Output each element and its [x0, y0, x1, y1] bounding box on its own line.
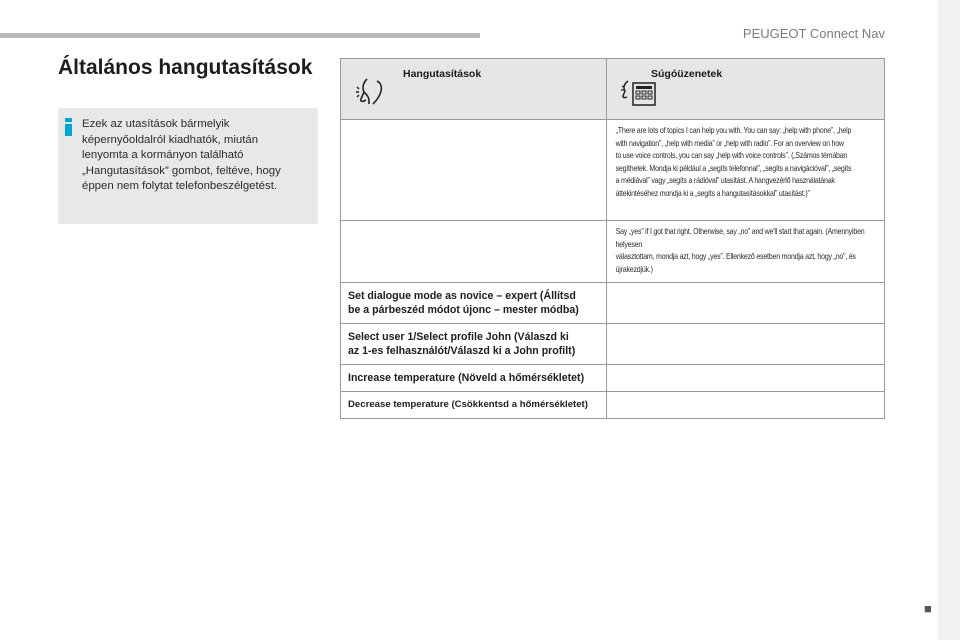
- table-row: [341, 221, 885, 283]
- voice-command-icon: [355, 75, 389, 107]
- command-cell: [341, 365, 607, 392]
- page-title: Általános hangutasítások: [58, 56, 313, 79]
- command-text: Set dialogue mode as novice – expert (Állítsd be a párbeszéd módot újonc – mester módba): [348, 290, 579, 316]
- command-text: Decrease temperature (Csökkentsd a hőmérsékletet): [348, 399, 588, 410]
- table-row: [341, 324, 885, 365]
- brand-label: PEUGEOT Connect Nav: [742, 26, 885, 41]
- help-response-text: Say „yes” if I got that right. Otherwise, say „no” and we'll start that again. (Amennyiben helyesen választottam, mondja azt, hogy „yes”. Ellenkező esetben mondja azt, hogy „no”, és újrakezdjük.): [615, 227, 865, 274]
- table-header-row: [341, 59, 885, 120]
- response-cell: [607, 120, 885, 221]
- page-edge-strip: [938, 0, 960, 640]
- voice-commands-table: [340, 58, 885, 419]
- info-box: [58, 108, 318, 224]
- command-text: Select user 1/Select profile John (Válaszd ki az 1-es felhasználót/Válaszd ki a John profilt): [348, 331, 576, 357]
- command-cell: [341, 283, 607, 324]
- response-cell: [607, 365, 885, 392]
- info-icon: [65, 118, 72, 136]
- command-cell: [341, 392, 607, 419]
- table-row: [341, 283, 885, 324]
- table-row: [341, 120, 885, 221]
- page-marker: ■: [924, 601, 932, 616]
- command-cell: [341, 221, 607, 283]
- table-row: [341, 392, 885, 419]
- info-text: Ezek az utasítások bármelyik képernyőoldalról kiadhatók, miután lenyomta a kormányon található „Hangutasítások” gombot, feltéve, hogy éppen nem folytat telefonbeszélgetést.: [82, 118, 281, 192]
- header-rule: [0, 33, 480, 38]
- command-cell: [341, 324, 607, 365]
- help-messages-icon: [621, 75, 665, 109]
- header-commands-label: Hangutasítások: [403, 68, 482, 80]
- response-cell: [607, 324, 885, 365]
- table-row: [341, 365, 885, 392]
- response-cell: [607, 221, 885, 283]
- response-cell: [607, 283, 885, 324]
- command-text: Increase temperature (Növeld a hőmérsékletet): [348, 372, 585, 384]
- header-help-messages: [607, 59, 885, 120]
- help-response-text: „There are lots of topics I can help you with. You can say: „help with phone”, „help with navigation”, „help with media” or „help with radio”. For an overview on how to use voice controls, you can say „help with voice controls”. („Számos témában segíthetek. Mondja ki például a „segíts telefonnal”, „segíts a navigációval”, „segíts a médiával” vagy „segíts a rádióval” utasítást. A hangvezérlő használatának áttekintéséhez mondja ki a „segíts a hangutasításokkal” utasítást.)”: [615, 126, 852, 198]
- header-help-label: Súgóüzenetek: [651, 68, 723, 80]
- header-commands: [341, 59, 607, 120]
- command-cell: [341, 120, 607, 221]
- response-cell: [607, 392, 885, 419]
